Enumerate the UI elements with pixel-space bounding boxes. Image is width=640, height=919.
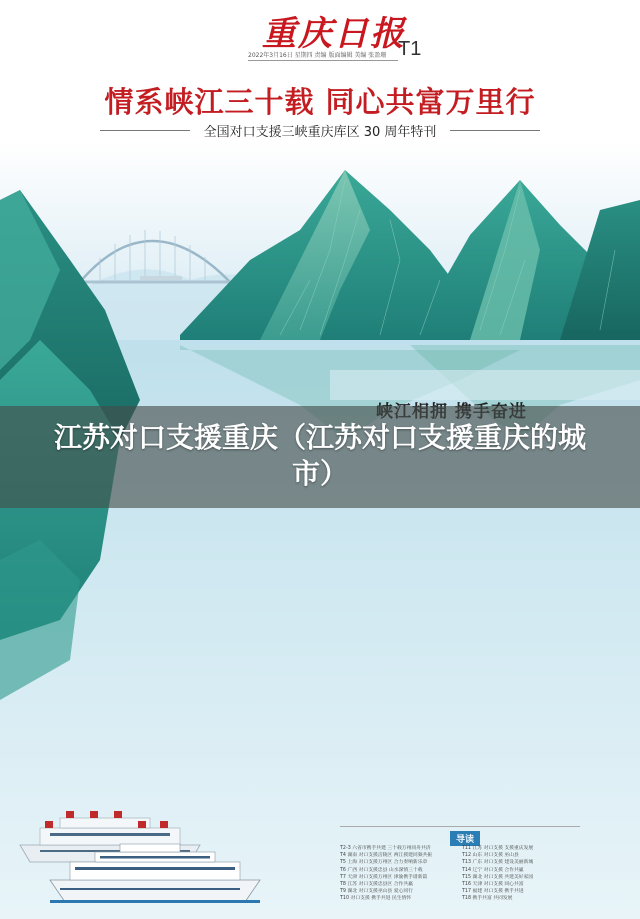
masthead-rule — [248, 60, 398, 61]
guide-item[interactable]: T5 上海 对口支援万州区 合力奏响新乐章 — [340, 860, 428, 866]
overlay-title: 江苏对口支援重庆（江苏对口支援重庆的城市） — [53, 421, 586, 490]
guide-item[interactable]: T15 湖北 对口支援 共建美好家园 — [462, 874, 534, 880]
guide-item[interactable]: T6 广西 对口支援忠县 山水深情三十载 — [340, 867, 423, 873]
headline: 情系峡江三十载 同心共富万里行 — [104, 85, 536, 119]
guide-item[interactable]: T12 山东 对口支援 巫山县 — [462, 853, 519, 859]
guide-item[interactable]: T8 江苏 对口支援忠县区 合作共赢 — [340, 881, 413, 887]
guide-item[interactable]: T18 携手共富 共同发展 — [462, 896, 513, 902]
guide-item[interactable]: T14 辽宁 对口支援 合作共赢 — [462, 867, 524, 873]
guide-item[interactable]: T17 福建 对口支援 携手共进 — [462, 889, 524, 895]
masthead-meta: 2022年3月16日 星期四 责编 版面编辑 美编 张盈珊 — [248, 52, 387, 59]
guide-label: 导读 — [450, 831, 480, 846]
guide-item[interactable]: T9 湖北 对口支援巫山县 爱心同行 — [340, 889, 413, 895]
page-code: T1 — [398, 38, 422, 60]
guide-item[interactable]: T7 天津 对口支援万州区 津渝携手谱新篇 — [340, 874, 428, 880]
masthead-logo: 重庆日报 — [262, 14, 406, 54]
guide-item[interactable]: T16 天津 对口支援 同心共富 — [462, 881, 524, 887]
guide-item[interactable]: T4 湖南 对口支援涪陵区 两江援建同频共振 — [340, 853, 433, 859]
guide-list-right — [462, 845, 578, 903]
subheadline-rule-right — [450, 130, 540, 131]
guide-item[interactable]: T11 江苏 对口支援 支援重庆发展 — [462, 846, 534, 851]
guide-item[interactable]: T10 对口支援 携手共进 民生情怀 — [340, 896, 412, 902]
subheadline-wrap — [100, 120, 540, 140]
subheadline-rule-left — [100, 130, 190, 131]
guide-item[interactable]: T13 广东 对口支援 建设美丽新城 — [462, 860, 534, 866]
guide-item[interactable]: T2-3 六省市携手共建 三十载万州同舟共济 — [340, 846, 431, 851]
water-band — [330, 370, 640, 400]
subheadline: 全国对口支援三峡重庆库区 30 周年特刊 — [203, 125, 437, 140]
guide-box — [340, 826, 580, 915]
guide-list-left — [340, 845, 456, 903]
